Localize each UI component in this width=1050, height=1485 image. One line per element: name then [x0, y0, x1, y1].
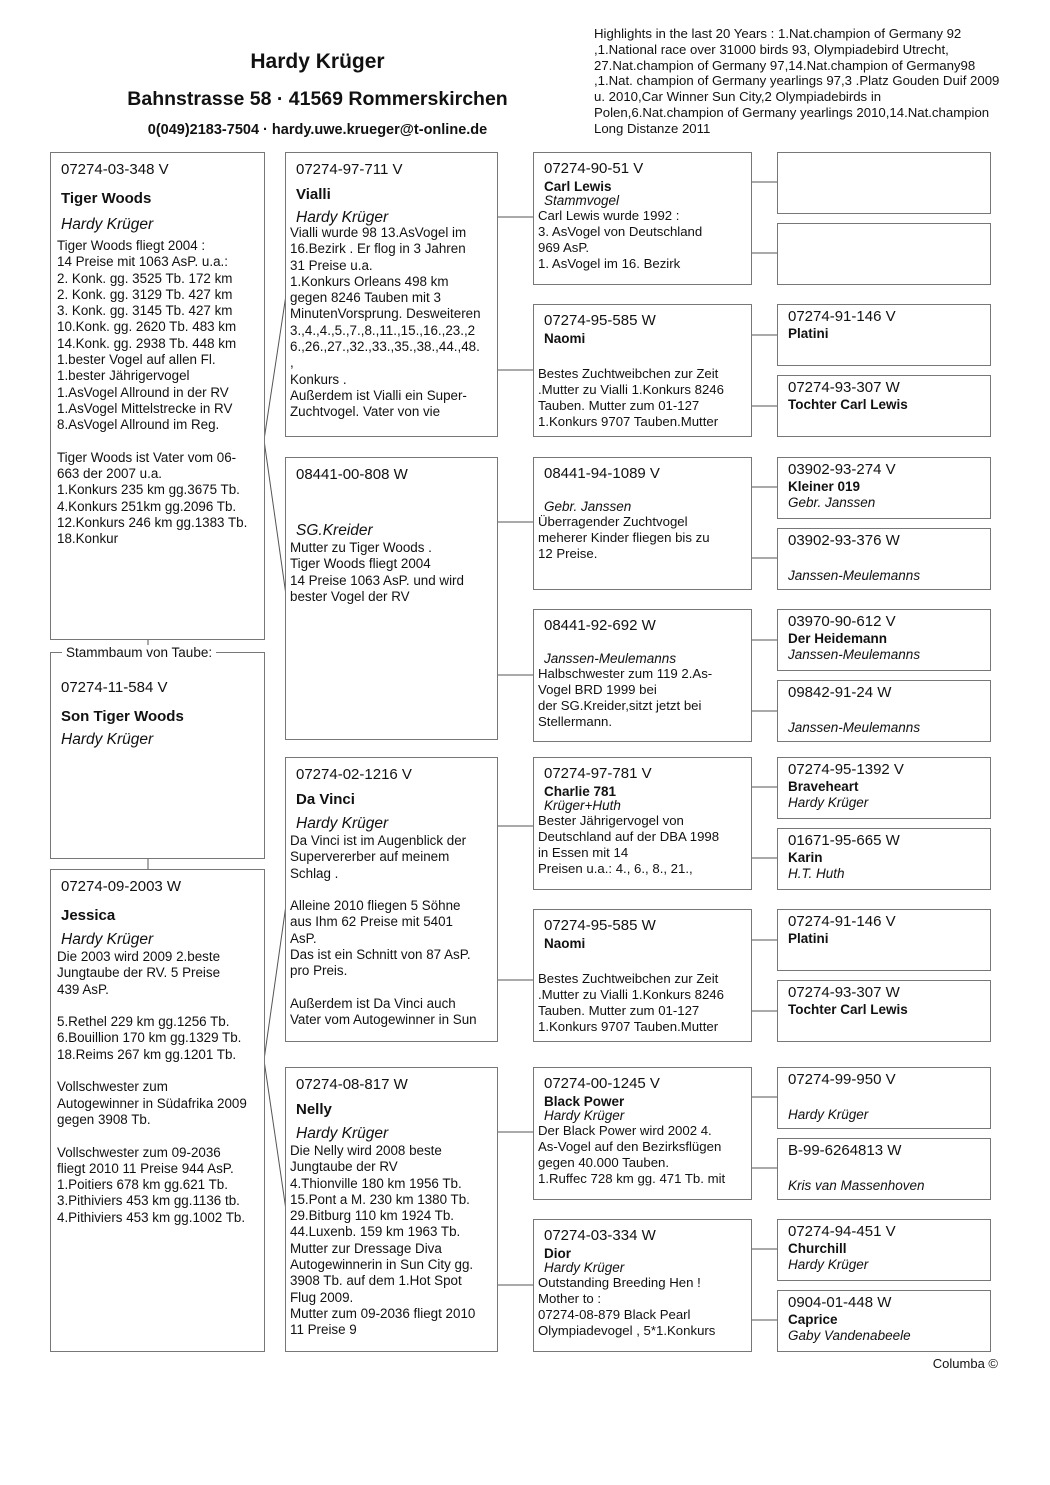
pedigree-card-great-grandparent — [533, 609, 752, 742]
pigeon-name — [788, 1089, 985, 1107]
pigeon-name: Naomi — [544, 936, 586, 951]
pedigree-card-gen4 — [777, 980, 991, 1042]
pedigree-card-gen4 — [777, 757, 991, 819]
ring-number: B-99-6264813 W — [788, 1142, 902, 1159]
pigeon-name — [538, 484, 746, 500]
pigeon-name — [788, 702, 985, 720]
pedigree-card-grandparent — [285, 757, 498, 1042]
breeder: Hardy Krüger — [788, 795, 869, 810]
pedigree-card-gen4 — [777, 1138, 991, 1200]
breeder-name: Hardy Krüger — [250, 50, 385, 73]
pigeon-name: Da Vinci — [296, 791, 355, 808]
breeder — [538, 346, 746, 366]
breeder: Hardy Krüger — [544, 1260, 625, 1275]
pigeon-notes: Vialli wurde 98 13.AsVogel im 16.Bezirk . Er flog in 3 Jahren 31 Preise u.a. 1.Konkurs Orleans 498 km gegen 8246 Tauben mit 3 MinutenVorsprung. Desweiteren 3.,4.,4.,5.,7.,8.,11.,15.,16.,23.,2 6.,26.,27.,32.,33.,35.,38.,44.,48. , Konkurs . Außerdem ist Vialli ein Super- Zuchtvogel. Vater von vie — [290, 225, 481, 420]
pedigree-card-gen4 — [777, 909, 991, 971]
pedigree-card-gen4 — [777, 828, 991, 890]
breeder: Krüger+Huth — [544, 798, 621, 813]
pigeon-notes: Bestes Zuchtweibchen zur Zeit .Mutter zu Vialli 1.Konkurs 8246 Tauben. Mutter zum 01-127 1.Konkurs 9707 Tauben.Mutter — [538, 971, 724, 1034]
breeder: Hardy Krüger — [61, 931, 154, 948]
ring-number: 03902-93-274 V — [788, 461, 896, 478]
pigeon-notes: Mutter zu Tiger Woods . Tiger Woods fliegt 2004 14 Preise 1063 AsP. und wird bester Vogel der RV — [290, 540, 464, 604]
ring-number: 07274-08-817 W — [296, 1076, 408, 1093]
pigeon-notes: Die Nelly wird 2008 beste Jungtaube der RV 4.Thionville 180 km 1956 Tb. 15.Pont a M. 230 km 1380 Tb. 29.Bitburg 110 km 1924 Tb. 44.Luxenb. 159 km 1963 Tb. Mutter zur Dressage Diva Autogewinnerin in Sun City gg. 3908 Tb. auf dem 1.Hot Spot Flug 2009. Mutter zum 09-2036 fliegt 2010 11 Preise 9 — [290, 1143, 476, 1338]
pedigree-card-gen4 — [777, 152, 991, 214]
pigeon-name: Churchill — [788, 1241, 847, 1256]
breeder: Hardy Krüger — [296, 209, 389, 226]
pedigree-card-gen4 — [777, 680, 991, 742]
breeder: Hardy Krüger — [296, 1125, 389, 1142]
pedigree-card-subject — [50, 652, 265, 859]
ring-number: 07274-95-1392 V — [788, 761, 904, 778]
ring-number: 08441-00-808 W — [296, 466, 408, 483]
pigeon-notes: Outstanding Breeding Hen ! Mother to : 07274-08-879 Black Pearl Olympiadevogel , 5*1.Konkurs — [538, 1275, 716, 1338]
breeder: Janssen-Meulemanns — [788, 647, 921, 662]
ring-number: 07274-99-950 V — [788, 1071, 896, 1088]
pigeon-name: Naomi — [544, 331, 586, 346]
ring-number: 07274-11-584 V — [61, 679, 168, 696]
ring-number: 07274-94-451 V — [788, 1223, 896, 1240]
pedigree-card-gen4 — [777, 375, 991, 437]
pigeon-name: Tiger Woods — [61, 190, 152, 207]
ring-number: 01671-95-665 W — [788, 832, 900, 849]
ring-number: 07274-90-51 V — [544, 160, 644, 177]
ring-number: 08441-92-692 W — [544, 617, 656, 634]
ring-number: 07274-03-348 V — [61, 161, 169, 178]
pigeon-name: Carl Lewis — [544, 179, 612, 194]
pedigree-card-gen4 — [777, 304, 991, 366]
ring-number: 0904-01-448 W — [788, 1294, 892, 1311]
ring-number: 09842-91-24 W — [788, 684, 892, 701]
breeder: Gebr. Janssen — [788, 495, 876, 510]
ring-number: 08441-94-1089 V — [544, 465, 660, 482]
pigeon-notes: Der Black Power wird 2002 4. As-Vogel auf den Bezirksflügen gegen 40.000 Tauben. 1.Ruffec 728 km gg. 471 Tb. mit — [538, 1123, 726, 1186]
breeder: Hardy Krüger — [61, 731, 154, 748]
ring-number: 07274-97-781 V — [544, 765, 652, 782]
ring-number: 07274-00-1245 V — [544, 1075, 660, 1092]
ring-number: 03970-90-612 V — [788, 613, 896, 630]
breeder: Gebr. Janssen — [544, 499, 632, 514]
pigeon-name: Nelly — [296, 1101, 332, 1118]
pigeon-name: Kleiner 019 — [788, 479, 861, 494]
ring-number: 07274-93-307 W — [788, 984, 900, 1001]
breeder: Kris van Massenhoven — [788, 1178, 925, 1193]
pedigree-card-grandparent — [285, 152, 498, 437]
pedigree-card-gen4 — [777, 528, 991, 590]
pigeon-name: Dior — [544, 1246, 571, 1261]
ring-number: 07274-95-585 W — [544, 917, 656, 934]
breeder: H.T. Huth — [788, 866, 845, 881]
pedigree-card-gen4 — [777, 1290, 991, 1352]
connector-line — [264, 905, 286, 1060]
connector-line — [264, 440, 286, 595]
pigeon-name: Platini — [788, 326, 829, 341]
connector-line — [264, 295, 286, 440]
breeder: Gaby Vandenabeele — [788, 1328, 911, 1343]
pedigree-legend: Stammbaum von Taube: — [62, 645, 216, 660]
pedigree-card-gen4 — [777, 1219, 991, 1281]
ring-number: 07274-93-307 W — [788, 379, 900, 396]
pedigree-card-great-grandparent — [533, 909, 752, 1042]
ring-number: 07274-97-711 V — [296, 161, 403, 178]
breeder: Hardy Krüger — [544, 1108, 625, 1123]
pigeon-name: Karin — [788, 850, 823, 865]
breeder — [538, 951, 746, 971]
pigeon-notes: Bester Jährigervogel von Deutschland auf der DBA 1998 in Essen mit 14 Preisen u.a.: 4., 6., 8., 21., — [538, 813, 720, 876]
pigeon-name: Charlie 781 — [544, 784, 617, 799]
breeder: Hardy Krüger — [61, 216, 154, 233]
ring-number: 07274-91-146 V — [788, 913, 896, 930]
pedigree-card-great-grandparent — [533, 304, 752, 437]
breeder: SG.Kreider — [296, 522, 373, 539]
breeder: Janssen-Meulemanns — [788, 720, 921, 735]
pigeon-name: Black Power — [544, 1094, 625, 1109]
pedigree-card-great-grandparent — [533, 1067, 752, 1200]
pigeon-name: Tochter Carl Lewis — [788, 1002, 908, 1017]
pigeon-name: Der Heidemann — [788, 631, 888, 646]
breeder: Hardy Krüger — [788, 1257, 869, 1272]
pedigree-card-grandparent — [285, 457, 498, 740]
pigeon-name: Caprice — [788, 1312, 838, 1327]
pedigree-card-father — [50, 152, 265, 640]
ring-number: 07274-03-334 W — [544, 1227, 656, 1244]
pedigree-card-great-grandparent — [533, 152, 752, 285]
highlights-text: Highlights in the last 20 Years : 1.Nat.champion of Germany 92 ,1.National race over 31000 birds 93, Olympiadebird Utrecht, 27.Nat.champion of Germany 97,14.Nat.champion of Germany98 ,1.Nat. champion of Germany yearlings 97,3 .Platz Gouden Duif 2009 u. 2010,Car Winner Sun City,2 Olympiadebirds in Polen,6.Nat.champion of Germany yearlings 2010,14.Nat.champion Long Distanze 2011 — [594, 26, 1000, 136]
breeder: Hardy Krüger — [788, 1107, 869, 1122]
pigeon-name: Tochter Carl Lewis — [788, 397, 908, 412]
pigeon-notes: Da Vinci ist im Augenblick der Supervererber auf meinem Schlag . Alleine 2010 fliegen 5 Söhne aus Ihm 62 Preise mit 5401 AsP. Das ist ein Schnitt von 87 AsP. pro Preis. Außerdem ist Da Vinci auch Vater vom Autogewinner in Sun — [290, 833, 477, 1028]
breeder: Hardy Krüger — [296, 815, 389, 832]
pigeon-notes: Halbschwester zum 119 2.As- Vogel BRD 1999 bei der SG.Kreider,sitzt jetzt bei Stellermann. — [538, 666, 713, 729]
ring-number: 07274-95-585 W — [544, 312, 656, 329]
ring-number: 07274-02-1216 V — [296, 766, 412, 783]
pedigree-card-gen4 — [777, 1067, 991, 1129]
breeder: Janssen-Meulemanns — [544, 651, 677, 666]
ring-number: 03902-93-376 W — [788, 532, 900, 549]
pedigree-card-great-grandparent — [533, 757, 752, 890]
pigeon-name: Son Tiger Woods — [61, 708, 184, 725]
pigeon-name — [290, 491, 492, 509]
breeder: Janssen-Meulemanns — [788, 568, 921, 583]
pigeon-notes: Carl Lewis wurde 1992 : 3. AsVogel von Deutschland 969 AsP. 1. AsVogel im 16. Bezirk — [538, 208, 703, 271]
pedigree-card-mother — [50, 869, 265, 1352]
pedigree-card-great-grandparent — [533, 1219, 752, 1352]
pedigree-card-gen4 — [777, 223, 991, 285]
pedigree-card-great-grandparent — [533, 457, 752, 590]
pigeon-name: Jessica — [61, 907, 116, 924]
connector-line — [264, 1060, 286, 1210]
breeder-contact: 0(049)2183-7504 · hardy.uwe.krueger@t-online.de — [147, 122, 488, 138]
pigeon-name: Vialli — [296, 186, 331, 203]
pedigree-card-grandparent — [285, 1067, 498, 1352]
pigeon-notes: Bestes Zuchtweibchen zur Zeit .Mutter zu Vialli 1.Konkurs 8246 Tauben. Mutter zum 01-127 1.Konkurs 9707 Tauben.Mutter — [538, 366, 724, 429]
breeder: Stammvogel — [544, 193, 620, 208]
pigeon-notes: Überragender Zuchtvogel meherer Kinder fliegen bis zu 12 Preise. — [538, 514, 710, 561]
pigeon-name: Braveheart — [788, 779, 859, 794]
pedigree-card-gen4 — [777, 609, 991, 671]
ring-number: 07274-09-2003 W — [61, 878, 182, 895]
ring-number: 07274-91-146 V — [788, 308, 896, 325]
pigeon-name — [788, 550, 985, 568]
pigeon-notes: Die 2003 wird 2009 2.beste Jungtaube der RV. 5 Preise 439 AsP. 5.Rethel 229 km gg.1256 Tb. 6.Bouillion 170 km gg.1329 Tb. 18.Reims 267 km gg.1201 Tb. Vollschwester zum Autogewinner in Südafrika 2009 gegen 3908 Tb. Vollschwester zum 09-2036 fliegt 2010 11 Preise 944 AsP. 1.Poitiers 678 km gg.621 Tb. 3.Pithiviers 453 km gg.1136 tb. 4.Pithiviers 453 km gg.1002 Tb. — [57, 949, 247, 1225]
pigeon-name: Platini — [788, 931, 829, 946]
pigeon-name — [788, 1160, 985, 1178]
pigeon-notes: Tiger Woods fliegt 2004 : 14 Preise mit 1063 AsP. u.a.: 2. Konk. gg. 3525 Tb. 172 km 2. Konk. gg. 3129 Tb. 427 km 3. Konk. gg. 3145 Tb. 427 km 10.Konk. gg. 2620 Tb. 483 km 14.Konk. gg. 2938 Tb. 448 km 1.bester Vogel auf allen Fl. 1.bester Jährigervogel 1.AsVogel Allround in der RV 1.AsVogel Mittelstrecke in RV 8.AsVogel Allround im Reg. Tiger Woods ist Vater vom 06- 663 der 2007 u.a. 1.Konkurs 235 km gg.3675 Tb. 4.Konkurs 251km gg.2096 Tb. 12.Konkurs 246 km gg.1383 Tb. 18.Konkur — [57, 238, 248, 547]
breeder-address: Bahnstrasse 58 · 41569 Rommerskirchen — [127, 88, 508, 110]
pedigree-card-gen4 — [777, 457, 991, 519]
pigeon-name — [538, 636, 746, 652]
footer-copyright: Columba © — [932, 1356, 998, 1371]
